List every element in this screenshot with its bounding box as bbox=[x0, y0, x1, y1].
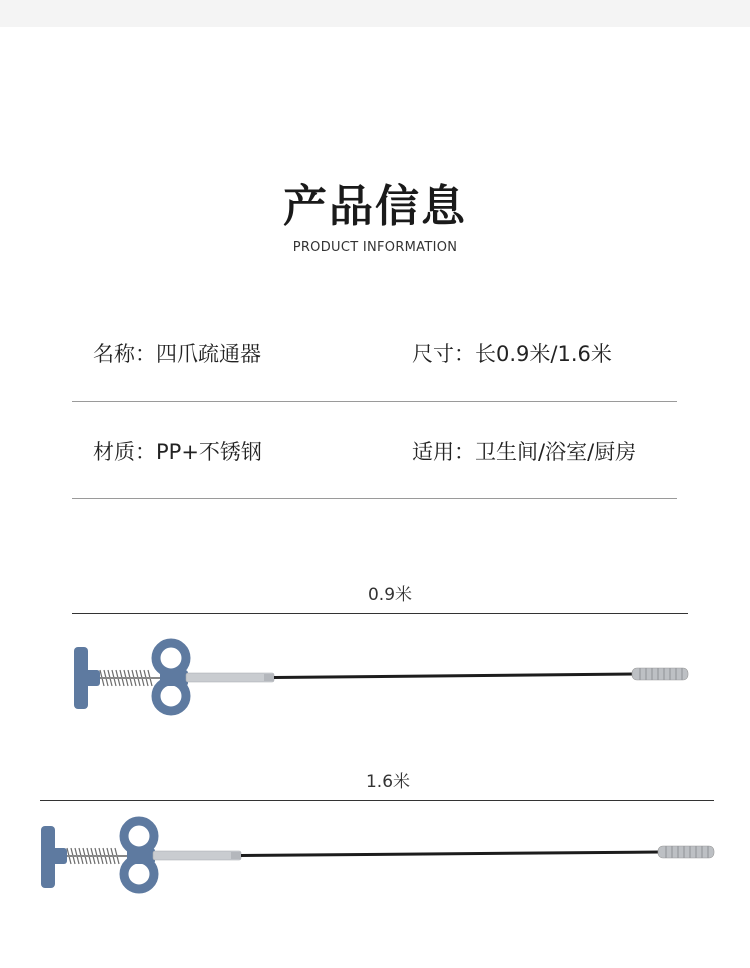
spec-divider-2 bbox=[72, 498, 677, 499]
drain-snake-0.9m-image bbox=[0, 630, 750, 740]
spec-divider-1 bbox=[72, 401, 677, 402]
drain-snake-1.6m-image bbox=[0, 814, 750, 924]
page-title: 产品信息 bbox=[283, 181, 467, 232]
variant-divider-short bbox=[72, 613, 688, 614]
spec-material: 材质：PP+不锈钢 bbox=[93, 440, 262, 464]
spec-size: 尺寸：长0.9米/1.6米 bbox=[412, 342, 612, 366]
variant-label-short: 0.9米 bbox=[367, 585, 413, 605]
spec-usage: 适用：卫生间/浴室/厨房 bbox=[412, 440, 637, 464]
variant-label-long: 1.6米 bbox=[365, 772, 411, 792]
top-strip bbox=[0, 0, 750, 27]
spec-name: 名称：四爪疏通器 bbox=[93, 342, 261, 366]
variant-divider-long bbox=[40, 800, 714, 801]
page-subtitle: PRODUCT INFORMATION bbox=[292, 240, 458, 255]
